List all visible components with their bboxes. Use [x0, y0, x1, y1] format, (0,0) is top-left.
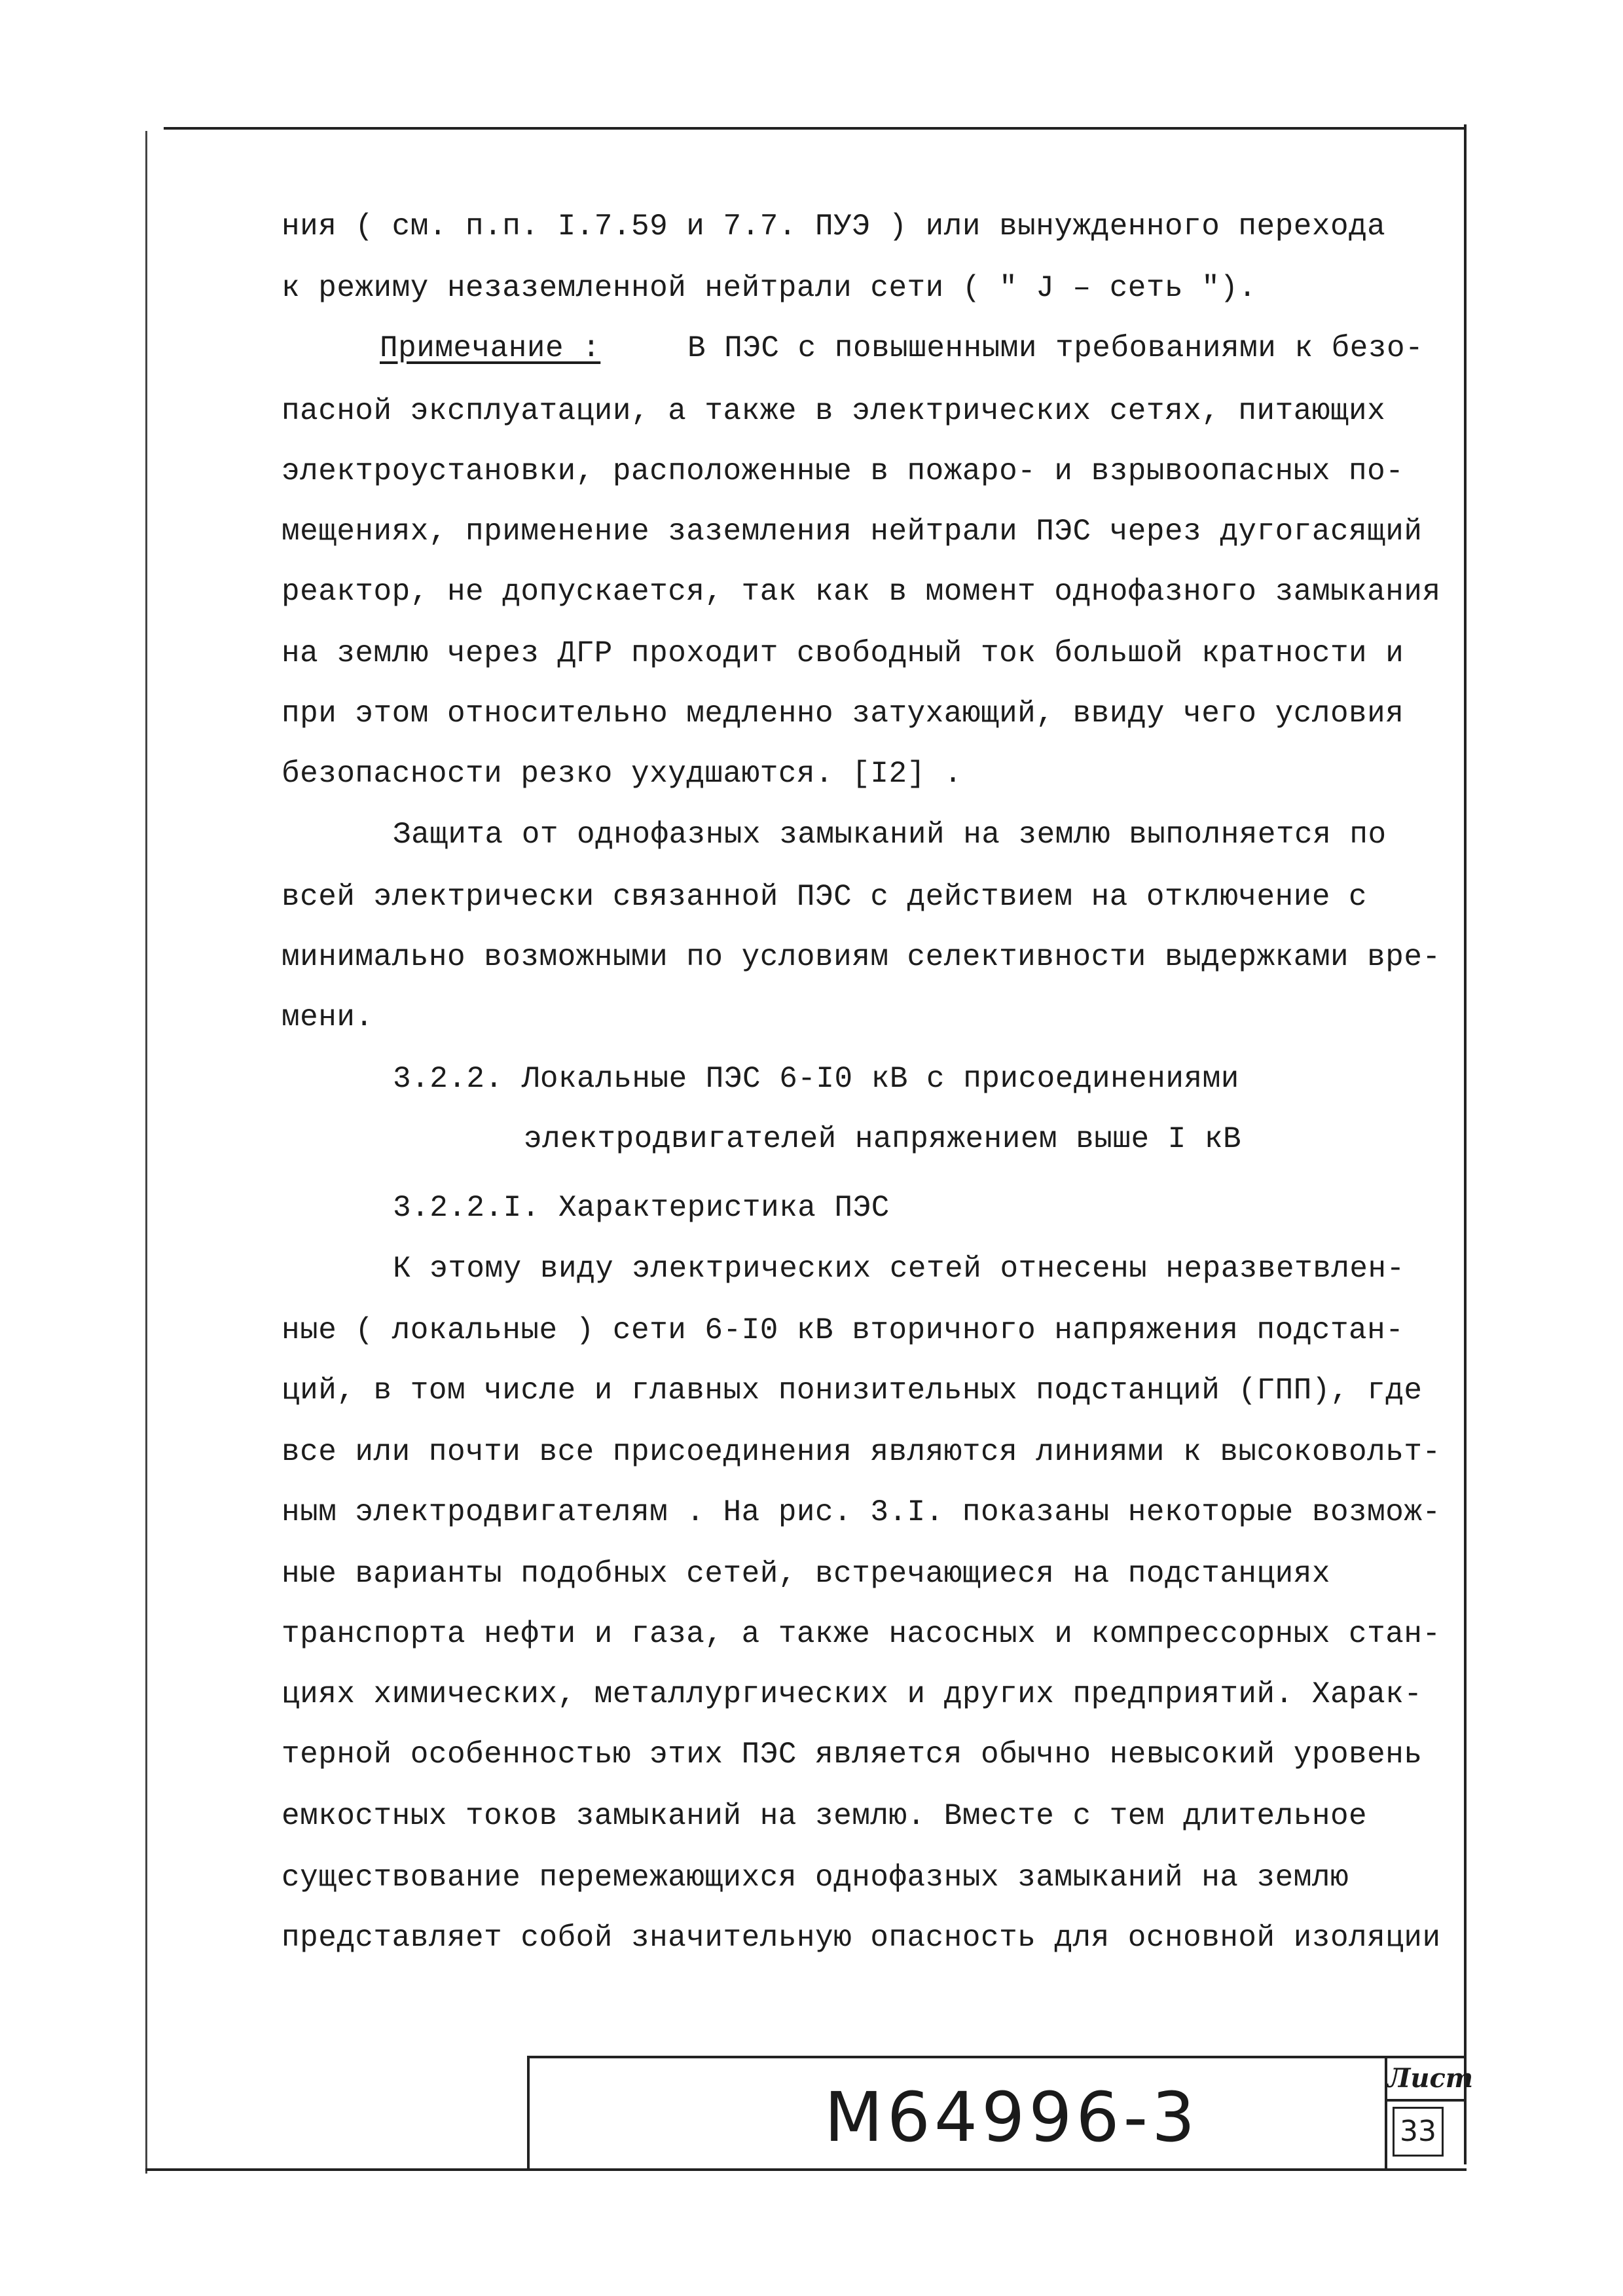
text-line-5: электроустановки, расположенные в пожаро- и взрывоопасных по-: [282, 454, 1404, 488]
text-line-6: мещениях, применение заземления нейтрали ПЭС через дугогасящий: [282, 515, 1423, 549]
text-line-21: все или почти все присоединения являются линиями к высоковольт-: [282, 1435, 1441, 1469]
text-line-23: ные варианты подобных сетей, встречающиеся на подстанциях: [282, 1557, 1330, 1591]
text-line-18: К этому виду электрических сетей отнесены неразветвлен-: [393, 1252, 1405, 1286]
subsection-heading-3-2-2-1: 3.2.2.I. Характеристика ПЭС: [393, 1191, 890, 1225]
title-block: [527, 2056, 1474, 2171]
document-code: М64996-3: [824, 2077, 1199, 2157]
text-line-22: ным электродвигателям . На рис. 3.I. показаны некоторые возмож-: [282, 1495, 1441, 1529]
text-line-14: мени.: [282, 1000, 374, 1034]
text-line-19: ные ( локальные ) сети 6-I0 кВ вторичного напряжения подстан-: [282, 1313, 1404, 1347]
text-line-20: ций, в том числе и главных понизительных подстанций (ГПП), где: [282, 1374, 1423, 1408]
frame-top-border: [164, 127, 1467, 130]
text-line-25: циях химических, металлургических и других предприятий. Харак-: [282, 1677, 1423, 1711]
frame-left-border: [145, 131, 147, 2174]
section-heading-3-2-2-cont: электродвигателей напряжением выше I кВ: [524, 1122, 1242, 1156]
note-label-text: Примечание :: [380, 331, 601, 365]
text-line-10: безопасности резко ухудшаются. [I2] .: [282, 757, 962, 791]
text-line-2: к режиму незаземленной нейтрали сети ( " J – сеть ").: [282, 271, 1257, 305]
text-line-3: В ПЭС с повышенными требованиями к безо-: [687, 331, 1424, 365]
text-line-7: реактор, не допускается, так как в момент однофазного замыкания: [282, 575, 1441, 609]
text-line-8: на землю через ДГР проходит свободный ток большой кратности и: [282, 636, 1404, 670]
text-line-1: ния ( см. п.п. I.7.59 и 7.7. ПУЭ ) или вынужденного перехода: [282, 210, 1386, 244]
sheet-box: [1385, 2058, 1474, 2171]
sheet-number: 33: [1393, 2107, 1444, 2157]
text-line-13: минимально возможными по условиям селективности выдержками вре-: [282, 940, 1441, 974]
text-line-27: емкостных токов замыканий на землю. Вместе с тем длительное: [282, 1799, 1368, 1833]
frame-right-border: [1464, 124, 1467, 2164]
text-line-9: при этом относительно медленно затухающий, ввиду чего условия: [282, 697, 1404, 731]
text-line-12: всей электрически связанной ПЭС с действием на отключение с: [282, 880, 1368, 914]
text-line-29: представляет собой значительную опасность для основной изоляции: [282, 1921, 1441, 1955]
note-label: [380, 329, 600, 368]
text-line-28: существование перемежающихся однофазных замыканий на землю: [282, 1861, 1349, 1895]
sheet-label: Лист: [1387, 2058, 1466, 2102]
text-line-4: пасной эксплуатации, а также в электрических сетях, питающих: [282, 394, 1386, 428]
section-heading-3-2-2: 3.2.2. Локальные ПЭС 6-I0 кВ с присоединениями: [393, 1062, 1239, 1096]
text-line-11: Защита от однофазных замыканий на землю выполняется по: [393, 818, 1387, 852]
text-line-24: транспорта нефти и газа, а также насосных и компрессорных стан-: [282, 1617, 1441, 1651]
text-line-26: терной особенностью этих ПЭС является обычно невысокий уровень: [282, 1738, 1423, 1772]
